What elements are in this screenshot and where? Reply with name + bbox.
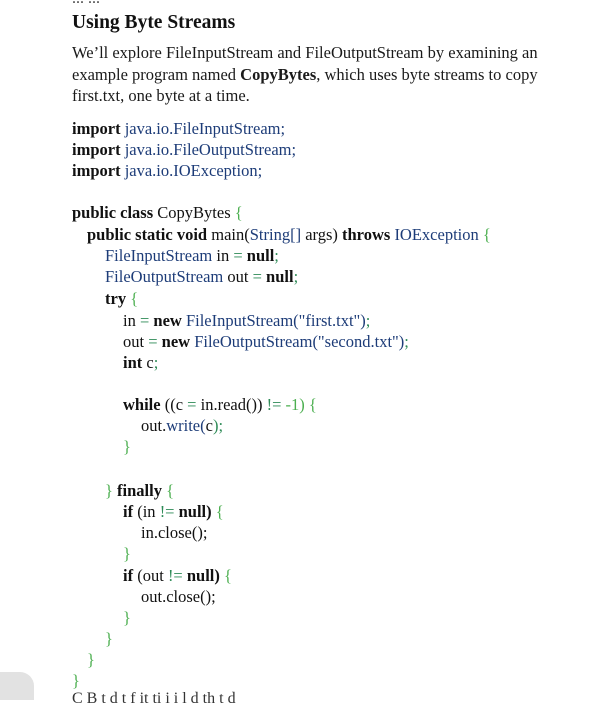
close-brace: } <box>123 544 131 563</box>
in-close-call: in.close(); <box>141 523 208 542</box>
import-path: java.io.FileOutputStream; <box>124 140 297 159</box>
try-line <box>105 288 138 309</box>
close-main <box>87 649 95 670</box>
null-keyword: null <box>266 267 294 286</box>
assign-output-stream <box>123 331 409 352</box>
open-brace: { <box>224 566 232 585</box>
finally-keyword: finally <box>117 481 162 500</box>
in-close-line <box>141 522 207 543</box>
if-keyword: if <box>123 566 134 585</box>
assign-operator: = <box>187 395 197 414</box>
cut-off-top-text <box>72 0 372 8</box>
declare-input-stream <box>105 245 279 266</box>
cut-off-bottom-line <box>0 688 616 707</box>
import-keyword: import <box>72 119 121 138</box>
section-title: Using Byte Streams <box>72 12 236 33</box>
import-path: java.io.IOException; <box>124 161 263 180</box>
open-brace: { <box>308 395 317 414</box>
import-line <box>72 139 296 160</box>
null-keyword: null) <box>186 566 220 585</box>
assign-input-stream <box>123 310 370 331</box>
write-method: write( <box>166 416 206 435</box>
var-name: out <box>227 267 249 286</box>
import-line <box>72 160 262 181</box>
var-name: in <box>123 311 136 330</box>
write-object: out. <box>141 416 167 435</box>
throws-keyword: throws <box>342 225 391 244</box>
method-name: main( <box>211 225 250 244</box>
import-path: java.io.FileInputStream; <box>124 119 286 138</box>
if-in-line <box>123 501 224 522</box>
constructor-call: FileInputStream("first.txt") <box>185 311 366 330</box>
close-brace: } <box>87 650 95 669</box>
import-line <box>72 118 285 139</box>
while-condition: ((c <box>164 395 184 414</box>
if-var: (out <box>137 566 164 585</box>
int-keyword: int <box>123 353 143 372</box>
main-method-declaration <box>87 224 491 245</box>
close-finally <box>105 628 113 649</box>
write-arg: c <box>205 416 213 435</box>
close-if-out <box>123 607 131 628</box>
semicolon: ; <box>404 332 409 351</box>
declare-int <box>123 352 158 373</box>
type-name: FileOutputStream <box>105 267 224 286</box>
param-type: String[] <box>249 225 302 244</box>
class-name: CopyBytes <box>157 203 231 222</box>
close-brace: } <box>105 481 113 500</box>
open-brace: { <box>130 289 139 308</box>
minus-one: -1) <box>285 395 305 414</box>
intro-paragraph <box>72 42 542 107</box>
var-name: out <box>123 332 145 351</box>
not-equal-operator: != <box>159 502 175 521</box>
assign-operator: = <box>148 332 158 351</box>
semicolon: ; <box>274 246 279 265</box>
program-name: CopyBytes <box>240 64 317 84</box>
close-brace: } <box>123 437 131 456</box>
read-call: in.read()) <box>200 395 263 414</box>
while-keyword: while <box>123 395 161 414</box>
method-modifiers: public static void <box>87 225 208 244</box>
write-line <box>141 415 223 436</box>
if-keyword: if <box>123 502 134 521</box>
finally-line <box>105 480 174 501</box>
intro-text-1: We’ll explore FileInputStream and FileOutputStream by examining an example program named <box>72 43 538 84</box>
assign-operator: = <box>139 311 150 330</box>
class-keyword: public class <box>72 203 154 222</box>
close-if-in <box>123 543 131 564</box>
semicolon: ; <box>293 267 299 286</box>
null-keyword: null <box>246 246 275 265</box>
declare-output-stream <box>105 266 298 287</box>
type-name: FileInputStream <box>105 246 213 265</box>
open-brace: { <box>166 481 175 500</box>
close-brace: } <box>72 671 80 690</box>
open-brace: { <box>234 203 243 222</box>
intro-text-2: , which uses byte streams to copy first.txt, one byte at a time. <box>72 64 538 105</box>
param-name: args) <box>305 225 338 244</box>
var-name: in <box>216 246 230 265</box>
assign-operator: = <box>233 246 243 265</box>
var-name: c <box>146 353 154 372</box>
new-keyword: new <box>153 311 182 330</box>
semicolon: ; <box>153 353 159 372</box>
while-line <box>123 394 317 415</box>
cut-off-bottom-text: C B t d t f it ti i i l d th t d <box>72 690 236 707</box>
exception-type: IOException <box>394 225 479 244</box>
close-brace: } <box>105 629 113 648</box>
null-keyword: null) <box>178 502 212 521</box>
import-keyword: import <box>72 161 121 180</box>
close-brace: } <box>123 608 131 627</box>
semicolon: ; <box>365 311 371 330</box>
open-brace: { <box>215 502 224 521</box>
import-keyword: import <box>72 140 121 159</box>
out-close-call: out.close(); <box>141 587 216 606</box>
constructor-call: FileOutputStream("second.txt") <box>194 332 405 351</box>
try-keyword: try <box>105 289 127 308</box>
assign-operator: = <box>252 267 262 286</box>
out-close-line <box>141 586 216 607</box>
new-keyword: new <box>161 332 191 351</box>
not-equal-operator: != <box>266 395 282 414</box>
if-out-line <box>123 565 232 586</box>
write-end: ); <box>212 416 224 435</box>
not-equal-operator: != <box>167 566 183 585</box>
open-brace: { <box>482 225 491 244</box>
close-while <box>123 436 131 457</box>
if-var: (in <box>137 502 156 521</box>
cut-off-top-line <box>72 0 372 6</box>
class-declaration <box>72 202 243 223</box>
